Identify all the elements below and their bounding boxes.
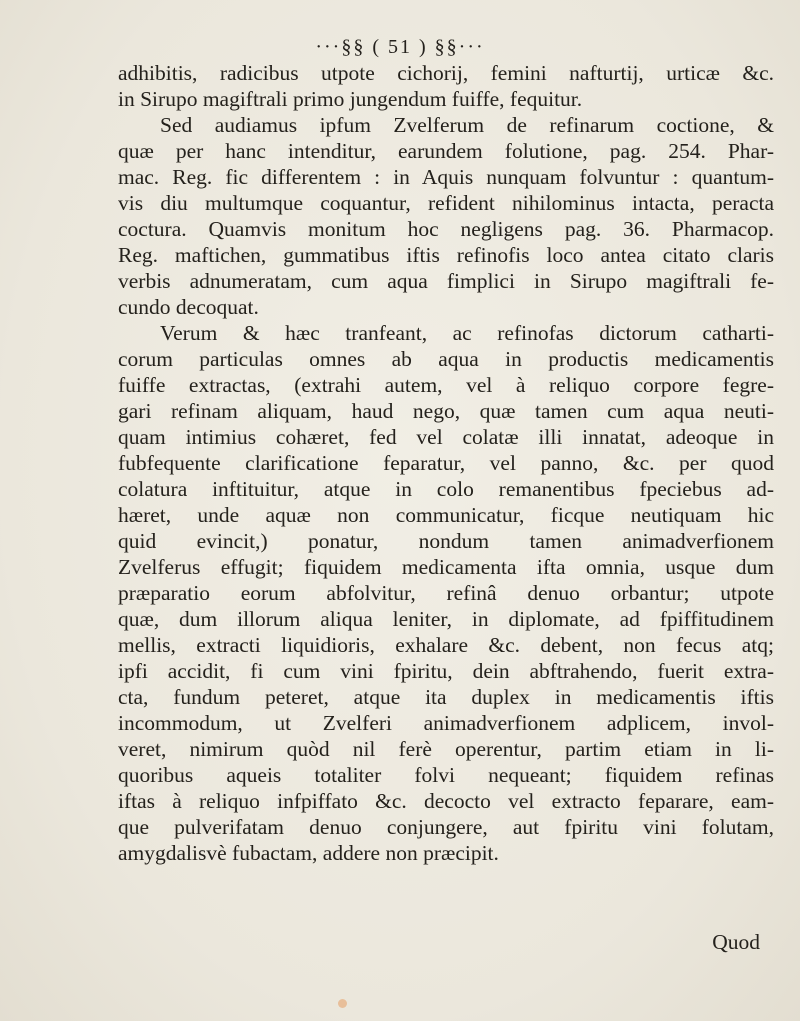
text-line: Sed audiamus ipfum Zvelferum de refinarum coctione, & [160, 113, 774, 137]
text-line: Zvelferus effugit; fiquidem medicamenta ifta omnia, usque dum [118, 555, 774, 579]
text-line: incommodum, ut Zvelferi animadverfionem adplicem, invol- [118, 711, 774, 735]
text-line: Reg. maftichen, gummatibus iftis refinofis loco antea citato claris [118, 243, 774, 267]
text-line: cta, fundum peteret, atque ita duplex in medicamentis iftis [118, 685, 774, 709]
body-text [118, 60, 774, 866]
text-line: amygdalisvè fubactam, addere non præcipit. [118, 841, 499, 865]
text-line: præparatio eorum abfolvitur, refinâ denuo orbantur; utpote [118, 581, 774, 605]
text-line: quæ, dum illorum aliqua leniter, in diplomate, ad fpiffitudinem [118, 607, 774, 631]
text-line: ipfi accidit, fi cum vini fpiritu, dein abftrahendo, fuerit extra- [118, 659, 774, 683]
text-line: quam intimius cohæret, fed vel colatæ illi innatat, adeoque in [118, 425, 774, 449]
text-line: colatura inftituitur, atque in colo remanentibus fpeciebus ad- [118, 477, 774, 501]
text-line: adhibitis, radicibus utpote cichorij, femini nafturtij, urticæ &c. [118, 61, 774, 85]
text-line: hæret, unde aquæ non communicatur, ficque neutiquam hic [118, 503, 774, 527]
text-line: fubfequente clarificatione feparatur, vel panno, &c. per quod [118, 451, 774, 475]
text-line: que pulverifatam denuo conjungere, aut fpiritu vini folutam, [118, 815, 774, 839]
catchword: Quod [712, 930, 760, 954]
text-line: iftas à reliquo infpiffato &c. decocto vel extracto feparare, eam- [118, 789, 774, 813]
text-line: verbis adnumeratam, cum aqua fimplici in Sirupo magiftrali fe- [118, 269, 774, 293]
text-line: mellis, extracti liquidioris, exhalare &c. debent, non fecus atq; [118, 633, 774, 657]
text-line: mac. Reg. fic differentem : in Aquis nunquam folvuntur : quantum- [118, 165, 774, 189]
text-line: cundo decoquat. [118, 295, 259, 319]
text-line: coctura. Quamvis monitum hoc negligens pag. 36. Pharmacop. [118, 217, 774, 241]
text-line: in Sirupo magiftrali primo jungendum fuiffe, fequitur. [118, 87, 583, 111]
page-header: ···§§ ( 51 ) §§··· [315, 36, 485, 58]
text-line: corum particulas omnes ab aqua in productis medicamentis [118, 347, 774, 371]
text-line: quid evincit,) ponatur, nondum tamen animadverfionem [118, 529, 774, 553]
text-line: quæ per hanc intenditur, earundem folutione, pag. 254. Phar- [118, 139, 774, 163]
text-line: gari refinam aliquam, haud nego, quæ tamen cum aqua neuti- [118, 399, 774, 423]
text-line: fuiffe extractas, (extrahi autem, vel à reliquo corpore fegre- [118, 373, 774, 397]
text-line: quoribus aqueis totaliter folvi nequeant; fiquidem refinas [118, 763, 774, 787]
text-line: veret, nimirum quòd nil ferè operentur, partim etiam in li- [118, 737, 774, 761]
text-line: Verum & hæc tranfeant, ac refinofas dictorum catharti- [160, 321, 774, 345]
text-line: vis diu multumque coquantur, refident nihilominus intacta, peracta [118, 191, 774, 215]
paper-stain [338, 999, 347, 1008]
